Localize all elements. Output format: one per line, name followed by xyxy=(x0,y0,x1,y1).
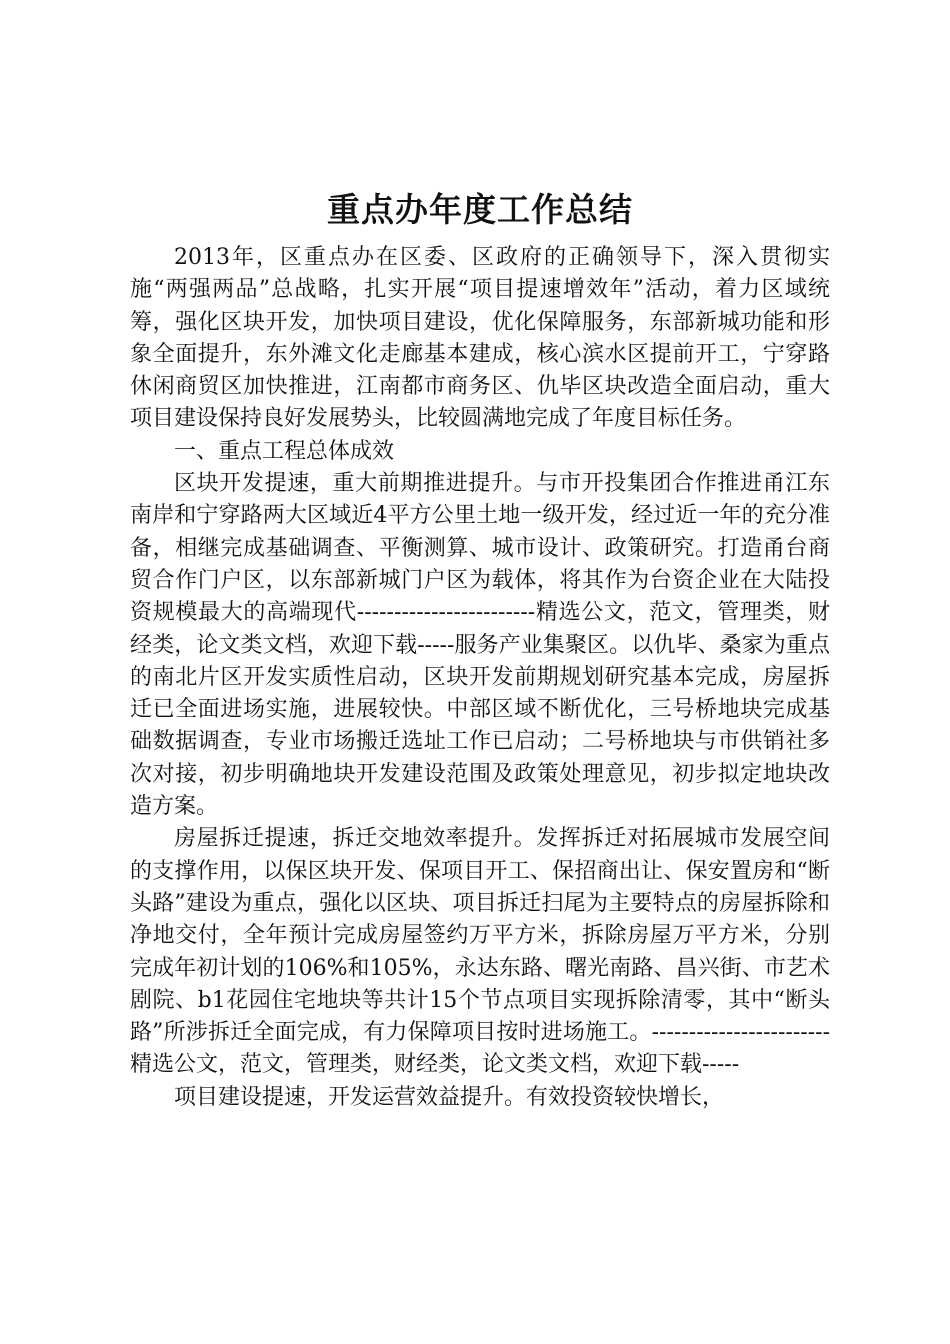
intro-paragraph: 2013年，区重点办在区委、区政府的正确领导下，深入贯彻实施“两强两品”总战略，扎实开展“项目提速增效年”活动，着力区域统筹，强化区块开发，加快项目建设，优化保障服务，东部新城功能和形象全面提升，东外滩文化走廊基本建成，核心滨水区提前开工，宁穿路休闲商贸区加快推进，江南都市商务区、仇毕区块改造全面启动，重大项目建设保持良好发展势头，比较圆满地完成了年度目标任务。 xyxy=(130,245,830,432)
block-development-paragraph: 区块开发提速，重大前期推进提升。与市开投集团合作推进甬江东南岸和宁穿路两大区域近4平方公里土地一级开发，经过近一年的充分准备，相继完成基础调查、平衡测算、城市设计、政策研究。打造甬台商贸合作门户区，以东部新城门户区为载体，将其作为台资企业在大陆投资规模最大的高端现代------------------------精选公文，范文，管理类，财经类，论文类文档，欢迎下载-----服务产业集聚区。以仇毕、桑家为重点的南北片区开发实质性启动，区块开发前期规划研究基本完成，房屋拆迁已全面进场实施，进展较快。中部区域不断优化，三号桥地块完成基础数据调查，专业市场搬迁选址工作已启动；二号桥地块与市供销社多次对接，初步明确地块开发建设范围及政策处理意见，初步拟定地块改造方案。 xyxy=(130,471,830,820)
document-page xyxy=(130,180,830,1114)
document-title: 重点办年度工作总结 xyxy=(327,190,633,229)
section-heading: 一、重点工程总体成效 xyxy=(174,438,395,464)
project-construction-paragraph: 项目建设提速，开发运营效益提升。有效投资较快增长， xyxy=(174,1084,725,1110)
demolition-paragraph: 房屋拆迁提速，拆迁交地效率提升。发挥拆迁对拓展城市发展空间的支撑作用，以保区块开发、保项目开工、保招商出让、保安置房和“断头路”建设为重点，强化以区块、项目拆迁扫尾为主要特点的房屋拆除和净地交付，全年预计完成房屋签约万平方米，拆除房屋万平方米，分别完成年初计划的106%和105%，永达东路、曙光南路、昌兴街、市艺术剧院、b1花园住宅地块等共计15个节点项目实现拆除清零，其中“断头路”所涉拆迁全面完成，有力保障项目按时进场施工。------------------------精选公文，范文，管理类，财经类，论文类文档，欢迎下载----- xyxy=(130,826,830,1078)
